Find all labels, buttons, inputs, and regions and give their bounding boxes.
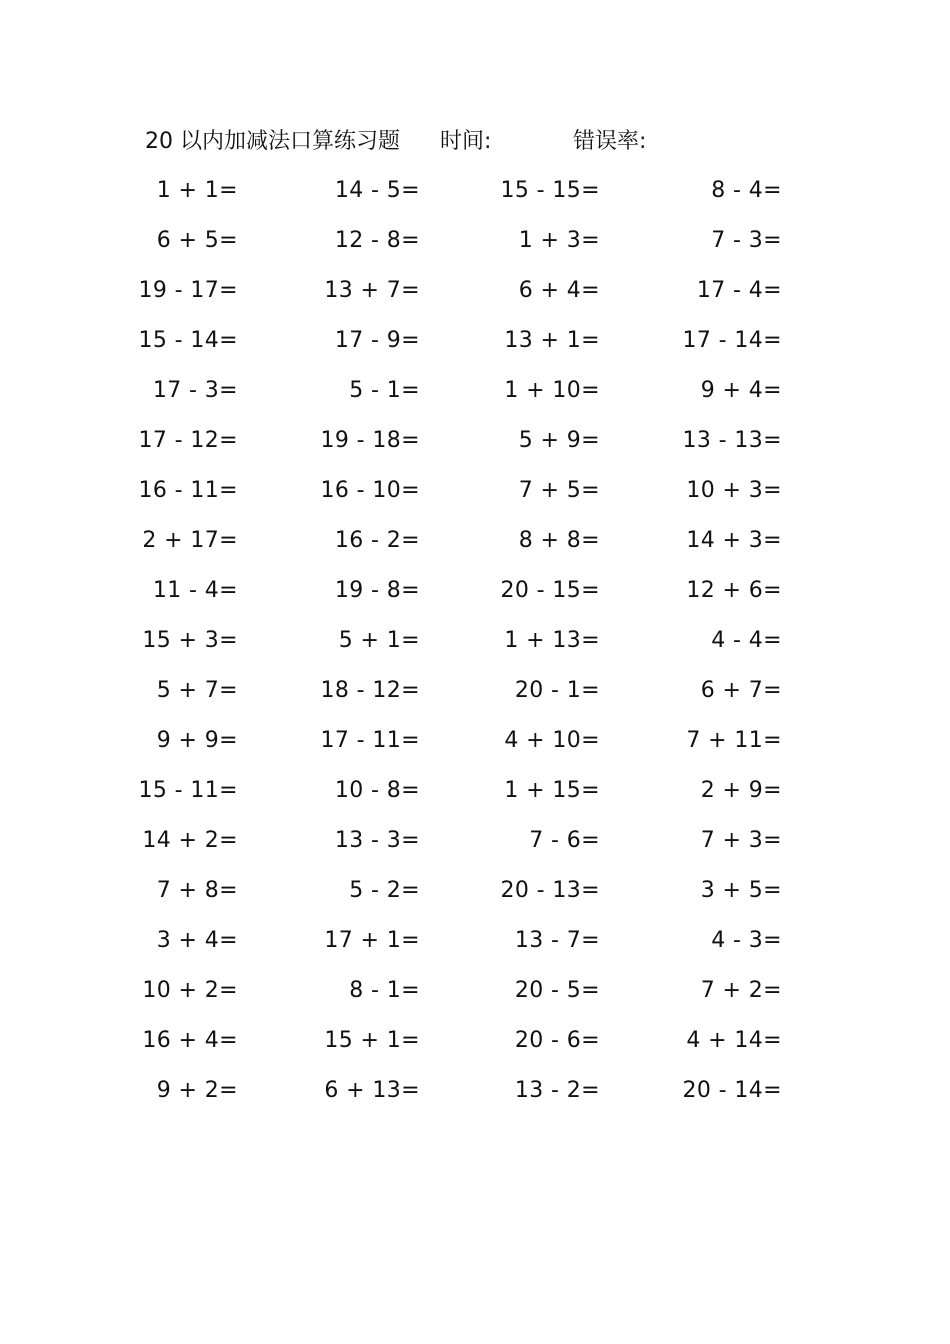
- math-problem: 2 + 9=: [700, 778, 782, 803]
- math-problem: 9 + 4=: [700, 378, 782, 403]
- math-problem: 17 - 3=: [152, 378, 238, 403]
- math-problem: 8 - 1=: [349, 978, 420, 1003]
- math-problem: 19 - 18=: [320, 428, 420, 453]
- math-problem: 8 - 4=: [711, 178, 782, 203]
- math-problem: 4 + 14=: [686, 1028, 782, 1053]
- worksheet-title: 20 以内加减法口算练习题: [145, 129, 400, 154]
- math-problem: 5 + 9=: [518, 428, 600, 453]
- math-problem: 14 + 2=: [142, 828, 238, 853]
- math-problem: 11 - 4=: [152, 578, 238, 603]
- math-problem: 17 + 1=: [324, 928, 420, 953]
- math-problem: 4 - 4=: [711, 628, 782, 653]
- math-problem: 15 - 15=: [500, 178, 600, 203]
- math-problem: 3 + 5=: [700, 878, 782, 903]
- math-problem: 7 + 2=: [700, 978, 782, 1003]
- math-problem: 20 - 14=: [682, 1078, 782, 1103]
- math-problem: 15 + 1=: [324, 1028, 420, 1053]
- math-problem: 20 - 15=: [500, 578, 600, 603]
- math-problem: 9 + 9=: [156, 728, 238, 753]
- math-problem: 19 - 17=: [138, 278, 238, 303]
- time-label: 时间:: [440, 129, 492, 154]
- math-problem: 5 + 7=: [156, 678, 238, 703]
- math-problem: 7 + 3=: [700, 828, 782, 853]
- error-rate-label: 错误率:: [573, 129, 647, 154]
- math-problem: 1 + 1=: [156, 178, 238, 203]
- math-problem: 16 - 2=: [334, 528, 420, 553]
- math-problem: 19 - 8=: [334, 578, 420, 603]
- math-problem: 10 - 8=: [334, 778, 420, 803]
- math-problem: 1 + 10=: [504, 378, 600, 403]
- math-problem: 8 + 8=: [518, 528, 600, 553]
- math-problem: 7 - 6=: [529, 828, 600, 853]
- math-problem: 20 - 5=: [514, 978, 600, 1003]
- math-problem: 4 - 3=: [711, 928, 782, 953]
- math-problem: 13 - 7=: [514, 928, 600, 953]
- math-problem: 7 + 11=: [686, 728, 782, 753]
- math-problem: 13 + 7=: [324, 278, 420, 303]
- math-problem: 17 - 9=: [334, 328, 420, 353]
- math-problem: 18 - 12=: [320, 678, 420, 703]
- math-problem: 6 + 7=: [700, 678, 782, 703]
- math-problem: 13 - 2=: [514, 1078, 600, 1103]
- math-problem: 7 + 8=: [156, 878, 238, 903]
- math-problem: 5 - 1=: [349, 378, 420, 403]
- math-problem: 6 + 4=: [518, 278, 600, 303]
- math-problem: 16 + 4=: [142, 1028, 238, 1053]
- math-problem: 17 - 14=: [682, 328, 782, 353]
- math-problem: 13 - 13=: [682, 428, 782, 453]
- math-problem: 16 - 10=: [320, 478, 420, 503]
- math-problem: 15 + 3=: [142, 628, 238, 653]
- math-problem: 7 - 3=: [711, 228, 782, 253]
- math-problem: 15 - 14=: [138, 328, 238, 353]
- math-problem: 20 - 6=: [514, 1028, 600, 1053]
- math-problem: 17 - 4=: [696, 278, 782, 303]
- math-problem: 1 + 13=: [504, 628, 600, 653]
- math-problem: 12 + 6=: [686, 578, 782, 603]
- math-problem: 5 - 2=: [349, 878, 420, 903]
- math-problem: 17 - 11=: [320, 728, 420, 753]
- math-problem: 15 - 11=: [138, 778, 238, 803]
- math-problem: 6 + 13=: [324, 1078, 420, 1103]
- math-problem: 20 - 13=: [500, 878, 600, 903]
- math-problem: 16 - 11=: [138, 478, 238, 503]
- math-problem: 14 - 5=: [334, 178, 420, 203]
- math-problem: 13 + 1=: [504, 328, 600, 353]
- math-problem: 9 + 2=: [156, 1078, 238, 1103]
- math-problem: 2 + 17=: [142, 528, 238, 553]
- math-problem: 10 + 2=: [142, 978, 238, 1003]
- math-problem: 6 + 5=: [156, 228, 238, 253]
- math-problem: 12 - 8=: [334, 228, 420, 253]
- math-problem: 14 + 3=: [686, 528, 782, 553]
- math-problem: 7 + 5=: [518, 478, 600, 503]
- math-problem: 20 - 1=: [514, 678, 600, 703]
- math-problem: 4 + 10=: [504, 728, 600, 753]
- math-problem: 17 - 12=: [138, 428, 238, 453]
- math-problem: 5 + 1=: [338, 628, 420, 653]
- math-problem-grid: [0, 171, 950, 1121]
- math-problem: 1 + 3=: [518, 228, 600, 253]
- math-problem: 13 - 3=: [334, 828, 420, 853]
- worksheet-header: [145, 124, 825, 164]
- math-problem: 10 + 3=: [686, 478, 782, 503]
- math-problem: 3 + 4=: [156, 928, 238, 953]
- math-problem: 1 + 15=: [504, 778, 600, 803]
